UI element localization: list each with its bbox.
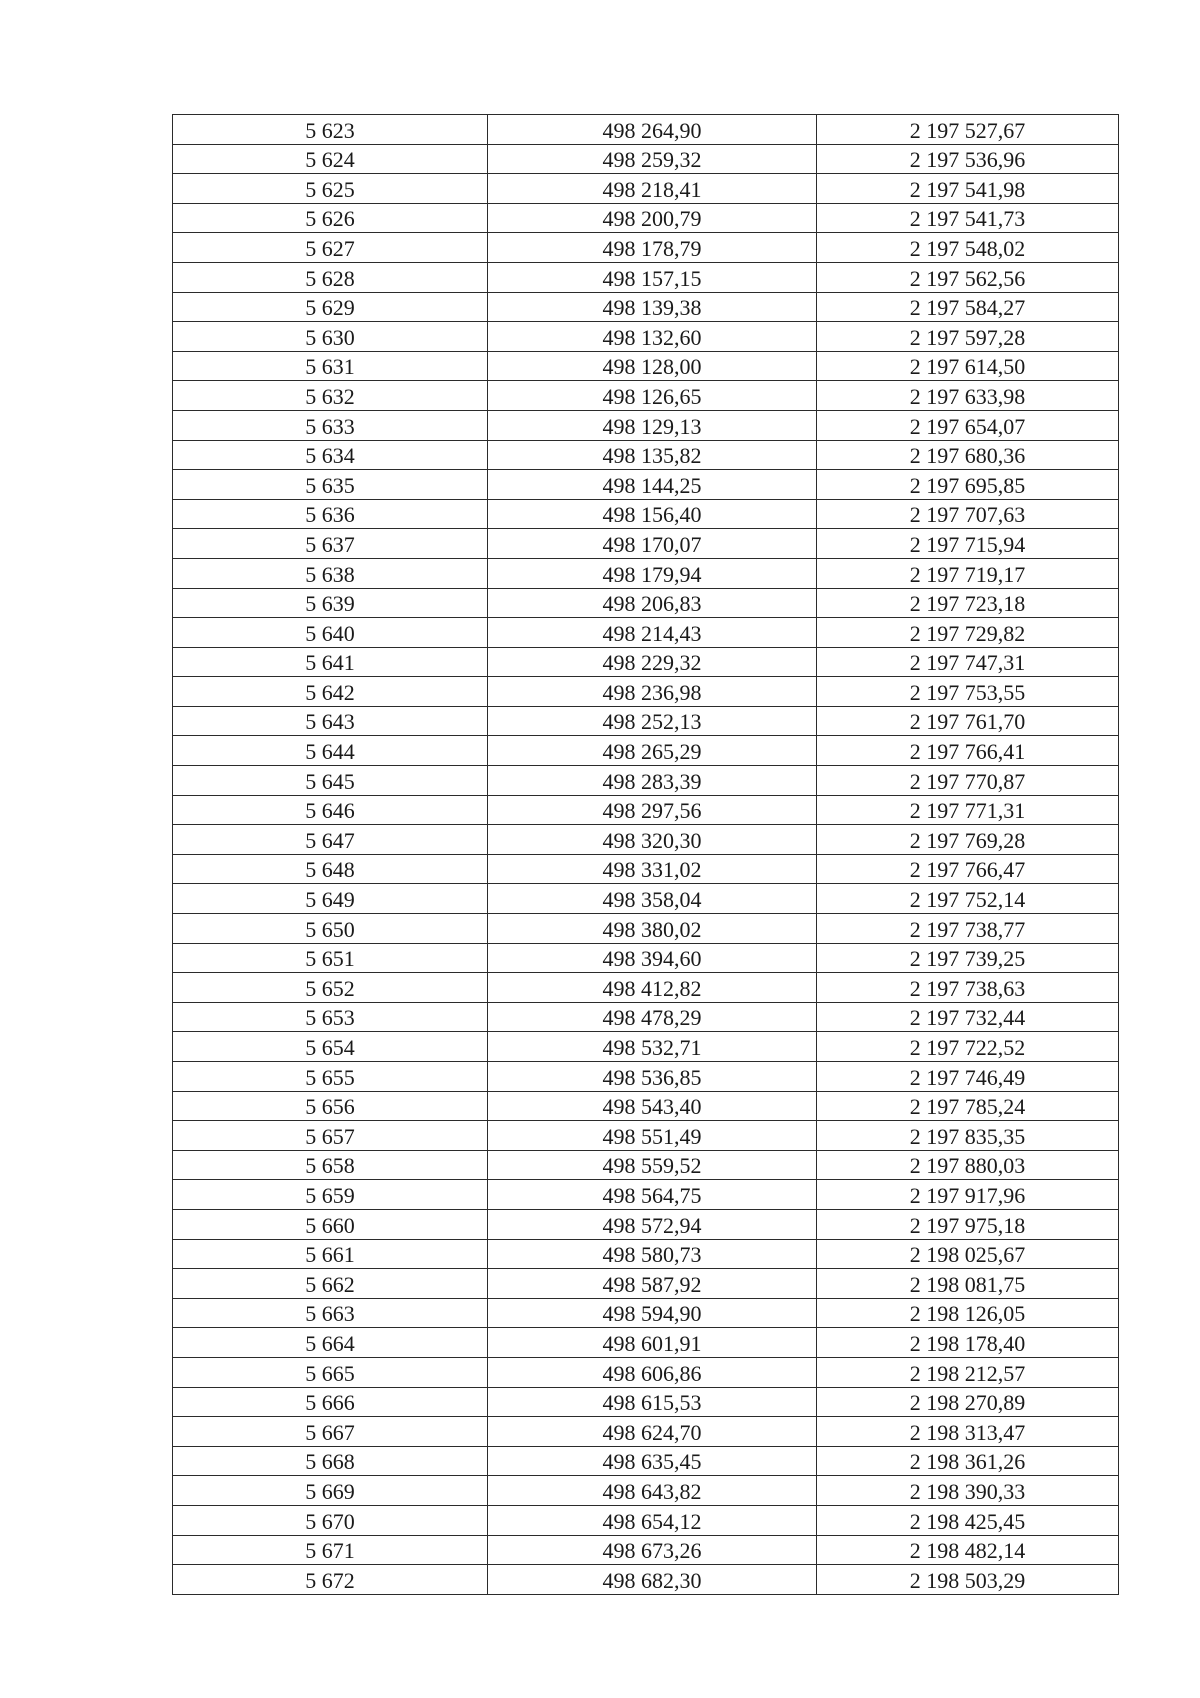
y-coordinate-cell: 2 197 766,41: [817, 736, 1119, 766]
y-coordinate-cell: 2 197 536,96: [817, 144, 1119, 174]
y-coordinate-cell: 2 198 390,33: [817, 1476, 1119, 1506]
table-row: [173, 1002, 1119, 1032]
table-row: [173, 1387, 1119, 1417]
table-row: [173, 736, 1119, 766]
point-number-cell: 5 649: [173, 884, 488, 914]
x-coordinate-cell: 498 144,25: [488, 470, 817, 500]
table-row: [173, 588, 1119, 618]
y-coordinate-cell: 2 197 548,02: [817, 233, 1119, 263]
x-coordinate-cell: 498 236,98: [488, 677, 817, 707]
point-number-cell: 5 656: [173, 1091, 488, 1121]
y-coordinate-cell: 2 197 752,14: [817, 884, 1119, 914]
y-coordinate-cell: 2 197 695,85: [817, 470, 1119, 500]
table-row: [173, 1417, 1119, 1447]
table-row: [173, 1269, 1119, 1299]
table-row: [173, 262, 1119, 292]
y-coordinate-cell: 2 197 771,31: [817, 795, 1119, 825]
y-coordinate-cell: 2 198 212,57: [817, 1357, 1119, 1387]
y-coordinate-cell: 2 197 975,18: [817, 1209, 1119, 1239]
point-number-cell: 5 641: [173, 647, 488, 677]
x-coordinate-cell: 498 157,15: [488, 262, 817, 292]
table-row: [173, 914, 1119, 944]
y-coordinate-cell: 2 197 541,73: [817, 203, 1119, 233]
x-coordinate-cell: 498 543,40: [488, 1091, 817, 1121]
table-row: [173, 1180, 1119, 1210]
point-number-cell: 5 625: [173, 174, 488, 204]
y-coordinate-cell: 2 197 732,44: [817, 1002, 1119, 1032]
table-row: [173, 233, 1119, 263]
x-coordinate-cell: 498 218,41: [488, 174, 817, 204]
point-number-cell: 5 658: [173, 1150, 488, 1180]
point-number-cell: 5 654: [173, 1032, 488, 1062]
point-number-cell: 5 665: [173, 1357, 488, 1387]
y-coordinate-cell: 2 197 597,28: [817, 322, 1119, 352]
x-coordinate-cell: 498 580,73: [488, 1239, 817, 1269]
x-coordinate-cell: 498 126,65: [488, 381, 817, 411]
y-coordinate-cell: 2 197 761,70: [817, 706, 1119, 736]
point-number-cell: 5 670: [173, 1505, 488, 1535]
table-row: [173, 884, 1119, 914]
x-coordinate-cell: 498 264,90: [488, 115, 817, 145]
point-number-cell: 5 633: [173, 410, 488, 440]
y-coordinate-cell: 2 198 313,47: [817, 1417, 1119, 1447]
table-row: [173, 529, 1119, 559]
x-coordinate-cell: 498 559,52: [488, 1150, 817, 1180]
x-coordinate-cell: 498 601,91: [488, 1328, 817, 1358]
y-coordinate-cell: 2 197 770,87: [817, 766, 1119, 796]
y-coordinate-cell: 2 198 126,05: [817, 1298, 1119, 1328]
table-row: [173, 410, 1119, 440]
x-coordinate-cell: 498 532,71: [488, 1032, 817, 1062]
table-row: [173, 1328, 1119, 1358]
point-number-cell: 5 669: [173, 1476, 488, 1506]
point-number-cell: 5 650: [173, 914, 488, 944]
point-number-cell: 5 655: [173, 1062, 488, 1092]
table-row: [173, 1209, 1119, 1239]
y-coordinate-cell: 2 197 739,25: [817, 943, 1119, 973]
x-coordinate-cell: 498 265,29: [488, 736, 817, 766]
table-row: [173, 381, 1119, 411]
table-row: [173, 647, 1119, 677]
y-coordinate-cell: 2 197 654,07: [817, 410, 1119, 440]
table-row: [173, 322, 1119, 352]
x-coordinate-cell: 498 252,13: [488, 706, 817, 736]
point-number-cell: 5 663: [173, 1298, 488, 1328]
y-coordinate-cell: 2 198 425,45: [817, 1505, 1119, 1535]
y-coordinate-cell: 2 197 835,35: [817, 1121, 1119, 1151]
x-coordinate-cell: 498 380,02: [488, 914, 817, 944]
y-coordinate-cell: 2 197 633,98: [817, 381, 1119, 411]
point-number-cell: 5 672: [173, 1565, 488, 1595]
x-coordinate-cell: 498 673,26: [488, 1535, 817, 1565]
point-number-cell: 5 638: [173, 558, 488, 588]
x-coordinate-cell: 498 229,32: [488, 647, 817, 677]
table-row: [173, 1091, 1119, 1121]
table-row: [173, 292, 1119, 322]
table-row: [173, 1565, 1119, 1595]
point-number-cell: 5 640: [173, 618, 488, 648]
table-row: [173, 144, 1119, 174]
y-coordinate-cell: 2 197 680,36: [817, 440, 1119, 470]
y-coordinate-cell: 2 197 722,52: [817, 1032, 1119, 1062]
x-coordinate-cell: 498 331,02: [488, 854, 817, 884]
table-row: [173, 1357, 1119, 1387]
y-coordinate-cell: 2 198 178,40: [817, 1328, 1119, 1358]
table-row: [173, 1032, 1119, 1062]
table-row: [173, 1239, 1119, 1269]
table-row: [173, 1476, 1119, 1506]
point-number-cell: 5 624: [173, 144, 488, 174]
y-coordinate-cell: 2 198 361,26: [817, 1446, 1119, 1476]
table-row: [173, 1298, 1119, 1328]
y-coordinate-cell: 2 197 738,63: [817, 973, 1119, 1003]
x-coordinate-cell: 498 132,60: [488, 322, 817, 352]
table-row: [173, 499, 1119, 529]
x-coordinate-cell: 498 179,94: [488, 558, 817, 588]
x-coordinate-cell: 498 135,82: [488, 440, 817, 470]
y-coordinate-cell: 2 197 880,03: [817, 1150, 1119, 1180]
table-row: [173, 470, 1119, 500]
table-row: [173, 558, 1119, 588]
point-number-cell: 5 636: [173, 499, 488, 529]
coordinates-table-body: [173, 115, 1119, 1595]
point-number-cell: 5 661: [173, 1239, 488, 1269]
point-number-cell: 5 623: [173, 115, 488, 145]
point-number-cell: 5 629: [173, 292, 488, 322]
y-coordinate-cell: 2 197 719,17: [817, 558, 1119, 588]
x-coordinate-cell: 498 259,32: [488, 144, 817, 174]
point-number-cell: 5 652: [173, 973, 488, 1003]
point-number-cell: 5 631: [173, 351, 488, 381]
point-number-cell: 5 627: [173, 233, 488, 263]
point-number-cell: 5 635: [173, 470, 488, 500]
point-number-cell: 5 653: [173, 1002, 488, 1032]
table-row: [173, 706, 1119, 736]
x-coordinate-cell: 498 536,85: [488, 1062, 817, 1092]
y-coordinate-cell: 2 198 503,29: [817, 1565, 1119, 1595]
point-number-cell: 5 666: [173, 1387, 488, 1417]
table-row: [173, 203, 1119, 233]
y-coordinate-cell: 2 197 715,94: [817, 529, 1119, 559]
x-coordinate-cell: 498 156,40: [488, 499, 817, 529]
x-coordinate-cell: 498 635,45: [488, 1446, 817, 1476]
table-row: [173, 677, 1119, 707]
x-coordinate-cell: 498 206,83: [488, 588, 817, 618]
y-coordinate-cell: 2 197 614,50: [817, 351, 1119, 381]
point-number-cell: 5 630: [173, 322, 488, 352]
table-row: [173, 1446, 1119, 1476]
point-number-cell: 5 628: [173, 262, 488, 292]
x-coordinate-cell: 498 682,30: [488, 1565, 817, 1595]
table-row: [173, 1121, 1119, 1151]
coordinates-table: [172, 114, 1119, 1595]
point-number-cell: 5 651: [173, 943, 488, 973]
point-number-cell: 5 634: [173, 440, 488, 470]
point-number-cell: 5 646: [173, 795, 488, 825]
table-row: [173, 1150, 1119, 1180]
y-coordinate-cell: 2 198 025,67: [817, 1239, 1119, 1269]
x-coordinate-cell: 498 606,86: [488, 1357, 817, 1387]
x-coordinate-cell: 498 551,49: [488, 1121, 817, 1151]
point-number-cell: 5 662: [173, 1269, 488, 1299]
point-number-cell: 5 660: [173, 1209, 488, 1239]
x-coordinate-cell: 498 654,12: [488, 1505, 817, 1535]
point-number-cell: 5 648: [173, 854, 488, 884]
x-coordinate-cell: 498 587,92: [488, 1269, 817, 1299]
y-coordinate-cell: 2 197 527,67: [817, 115, 1119, 145]
x-coordinate-cell: 498 624,70: [488, 1417, 817, 1447]
point-number-cell: 5 667: [173, 1417, 488, 1447]
y-coordinate-cell: 2 197 747,31: [817, 647, 1119, 677]
point-number-cell: 5 664: [173, 1328, 488, 1358]
x-coordinate-cell: 498 594,90: [488, 1298, 817, 1328]
x-coordinate-cell: 498 643,82: [488, 1476, 817, 1506]
point-number-cell: 5 659: [173, 1180, 488, 1210]
point-number-cell: 5 637: [173, 529, 488, 559]
table-row: [173, 115, 1119, 145]
y-coordinate-cell: 2 197 753,55: [817, 677, 1119, 707]
y-coordinate-cell: 2 197 707,63: [817, 499, 1119, 529]
y-coordinate-cell: 2 197 738,77: [817, 914, 1119, 944]
y-coordinate-cell: 2 197 584,27: [817, 292, 1119, 322]
y-coordinate-cell: 2 197 769,28: [817, 825, 1119, 855]
x-coordinate-cell: 498 478,29: [488, 1002, 817, 1032]
y-coordinate-cell: 2 197 541,98: [817, 174, 1119, 204]
point-number-cell: 5 632: [173, 381, 488, 411]
x-coordinate-cell: 498 170,07: [488, 529, 817, 559]
table-row: [173, 854, 1119, 884]
y-coordinate-cell: 2 198 081,75: [817, 1269, 1119, 1299]
x-coordinate-cell: 498 129,13: [488, 410, 817, 440]
table-row: [173, 825, 1119, 855]
x-coordinate-cell: 498 572,94: [488, 1209, 817, 1239]
y-coordinate-cell: 2 197 723,18: [817, 588, 1119, 618]
x-coordinate-cell: 498 394,60: [488, 943, 817, 973]
point-number-cell: 5 671: [173, 1535, 488, 1565]
y-coordinate-cell: 2 197 785,24: [817, 1091, 1119, 1121]
x-coordinate-cell: 498 358,04: [488, 884, 817, 914]
x-coordinate-cell: 498 564,75: [488, 1180, 817, 1210]
point-number-cell: 5 644: [173, 736, 488, 766]
point-number-cell: 5 647: [173, 825, 488, 855]
table-row: [173, 943, 1119, 973]
y-coordinate-cell: 2 198 270,89: [817, 1387, 1119, 1417]
y-coordinate-cell: 2 197 562,56: [817, 262, 1119, 292]
point-number-cell: 5 642: [173, 677, 488, 707]
table-row: [173, 1505, 1119, 1535]
table-row: [173, 174, 1119, 204]
table-row: [173, 351, 1119, 381]
x-coordinate-cell: 498 139,38: [488, 292, 817, 322]
table-row: [173, 973, 1119, 1003]
x-coordinate-cell: 498 128,00: [488, 351, 817, 381]
table-row: [173, 440, 1119, 470]
x-coordinate-cell: 498 214,43: [488, 618, 817, 648]
x-coordinate-cell: 498 200,79: [488, 203, 817, 233]
y-coordinate-cell: 2 197 766,47: [817, 854, 1119, 884]
point-number-cell: 5 645: [173, 766, 488, 796]
table-row: [173, 795, 1119, 825]
x-coordinate-cell: 498 412,82: [488, 973, 817, 1003]
x-coordinate-cell: 498 615,53: [488, 1387, 817, 1417]
y-coordinate-cell: 2 198 482,14: [817, 1535, 1119, 1565]
x-coordinate-cell: 498 297,56: [488, 795, 817, 825]
point-number-cell: 5 639: [173, 588, 488, 618]
point-number-cell: 5 626: [173, 203, 488, 233]
y-coordinate-cell: 2 197 729,82: [817, 618, 1119, 648]
x-coordinate-cell: 498 178,79: [488, 233, 817, 263]
x-coordinate-cell: 498 320,30: [488, 825, 817, 855]
point-number-cell: 5 657: [173, 1121, 488, 1151]
table-row: [173, 618, 1119, 648]
y-coordinate-cell: 2 197 917,96: [817, 1180, 1119, 1210]
x-coordinate-cell: 498 283,39: [488, 766, 817, 796]
table-row: [173, 1062, 1119, 1092]
point-number-cell: 5 668: [173, 1446, 488, 1476]
y-coordinate-cell: 2 197 746,49: [817, 1062, 1119, 1092]
table-row: [173, 1535, 1119, 1565]
point-number-cell: 5 643: [173, 706, 488, 736]
table-row: [173, 766, 1119, 796]
